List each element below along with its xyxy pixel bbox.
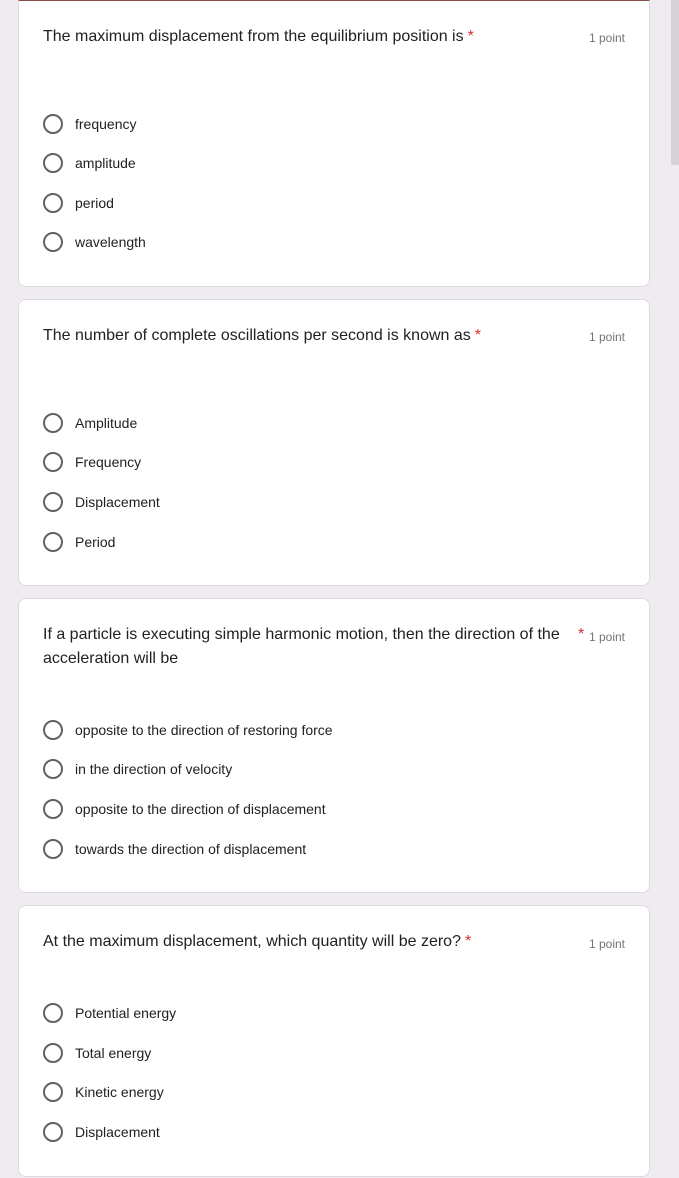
radio-button[interactable]	[43, 799, 63, 819]
radio-button[interactable]	[43, 114, 63, 134]
radio-button[interactable]	[43, 1043, 63, 1063]
radio-option[interactable]	[43, 411, 137, 435]
radio-button[interactable]	[43, 1122, 63, 1142]
points-label: 1 point	[588, 31, 625, 45]
radio-option[interactable]	[43, 450, 141, 474]
radio-option[interactable]	[43, 1120, 160, 1144]
option-label: period	[75, 195, 114, 211]
required-asterisk: *	[578, 626, 585, 643]
option-label: opposite to the direction of restoring force	[75, 722, 333, 738]
option-label: in the direction of velocity	[75, 761, 233, 777]
required-asterisk: *	[474, 327, 482, 344]
option-label: Potential energy	[75, 1005, 177, 1021]
radio-option[interactable]	[43, 151, 136, 175]
radio-button[interactable]	[43, 532, 63, 552]
radio-option[interactable]	[43, 1080, 164, 1104]
question-title: At the maximum displacement, which quantity will be zero? *	[43, 933, 472, 950]
question-card-1	[18, 0, 650, 287]
option-label: Displacement	[75, 494, 160, 510]
scrollbar[interactable]	[671, 0, 679, 1178]
option-label: towards the direction of displacement	[75, 841, 307, 857]
required-asterisk: *	[464, 933, 472, 950]
radio-button[interactable]	[43, 452, 63, 472]
question-card-3	[18, 598, 650, 893]
radio-button[interactable]	[43, 492, 63, 512]
radio-option[interactable]	[43, 490, 160, 514]
question-card-4	[18, 905, 650, 1177]
option-label: Displacement	[75, 1124, 160, 1140]
radio-option[interactable]	[43, 718, 333, 742]
radio-option[interactable]	[43, 1001, 176, 1025]
radio-button[interactable]	[43, 232, 63, 252]
option-label: Frequency	[75, 454, 142, 470]
option-label: opposite to the direction of displacement	[75, 801, 326, 817]
radio-option[interactable]	[43, 1041, 151, 1065]
radio-button[interactable]	[43, 413, 63, 433]
radio-option[interactable]	[43, 230, 146, 254]
radio-button[interactable]	[43, 1082, 63, 1102]
option-label: Kinetic energy	[75, 1084, 164, 1100]
radio-option[interactable]	[43, 757, 232, 781]
points-label: 1 point	[588, 330, 625, 344]
radio-button[interactable]	[43, 759, 63, 779]
radio-option[interactable]	[43, 530, 115, 554]
radio-button[interactable]	[43, 1003, 63, 1023]
required-asterisk: *	[467, 28, 474, 45]
radio-button[interactable]	[43, 153, 63, 173]
radio-option[interactable]	[43, 837, 306, 861]
question-title: The maximum displacement from the equilibrium position is *	[43, 28, 474, 45]
radio-option[interactable]	[43, 191, 114, 215]
option-label: frequency	[75, 116, 137, 132]
points-label: 1 point	[588, 937, 625, 951]
option-label: Total energy	[75, 1045, 152, 1061]
scrollbar-thumb[interactable]	[671, 0, 679, 165]
radio-button[interactable]	[43, 839, 63, 859]
radio-option[interactable]	[43, 112, 136, 136]
points-label: 1 point	[588, 630, 625, 644]
radio-button[interactable]	[43, 720, 63, 740]
question-title: The number of complete oscillations per second is known as *	[43, 327, 482, 344]
option-label: Amplitude	[75, 415, 138, 431]
radio-option[interactable]	[43, 797, 326, 821]
option-label: amplitude	[75, 155, 136, 171]
question-title: If a particle is executing simple harmonic motion, then the direction of the acceleration will be	[43, 626, 560, 667]
option-label: wavelength	[75, 234, 146, 250]
radio-button[interactable]	[43, 193, 63, 213]
question-card-2	[18, 299, 650, 586]
option-label: Period	[75, 534, 116, 550]
